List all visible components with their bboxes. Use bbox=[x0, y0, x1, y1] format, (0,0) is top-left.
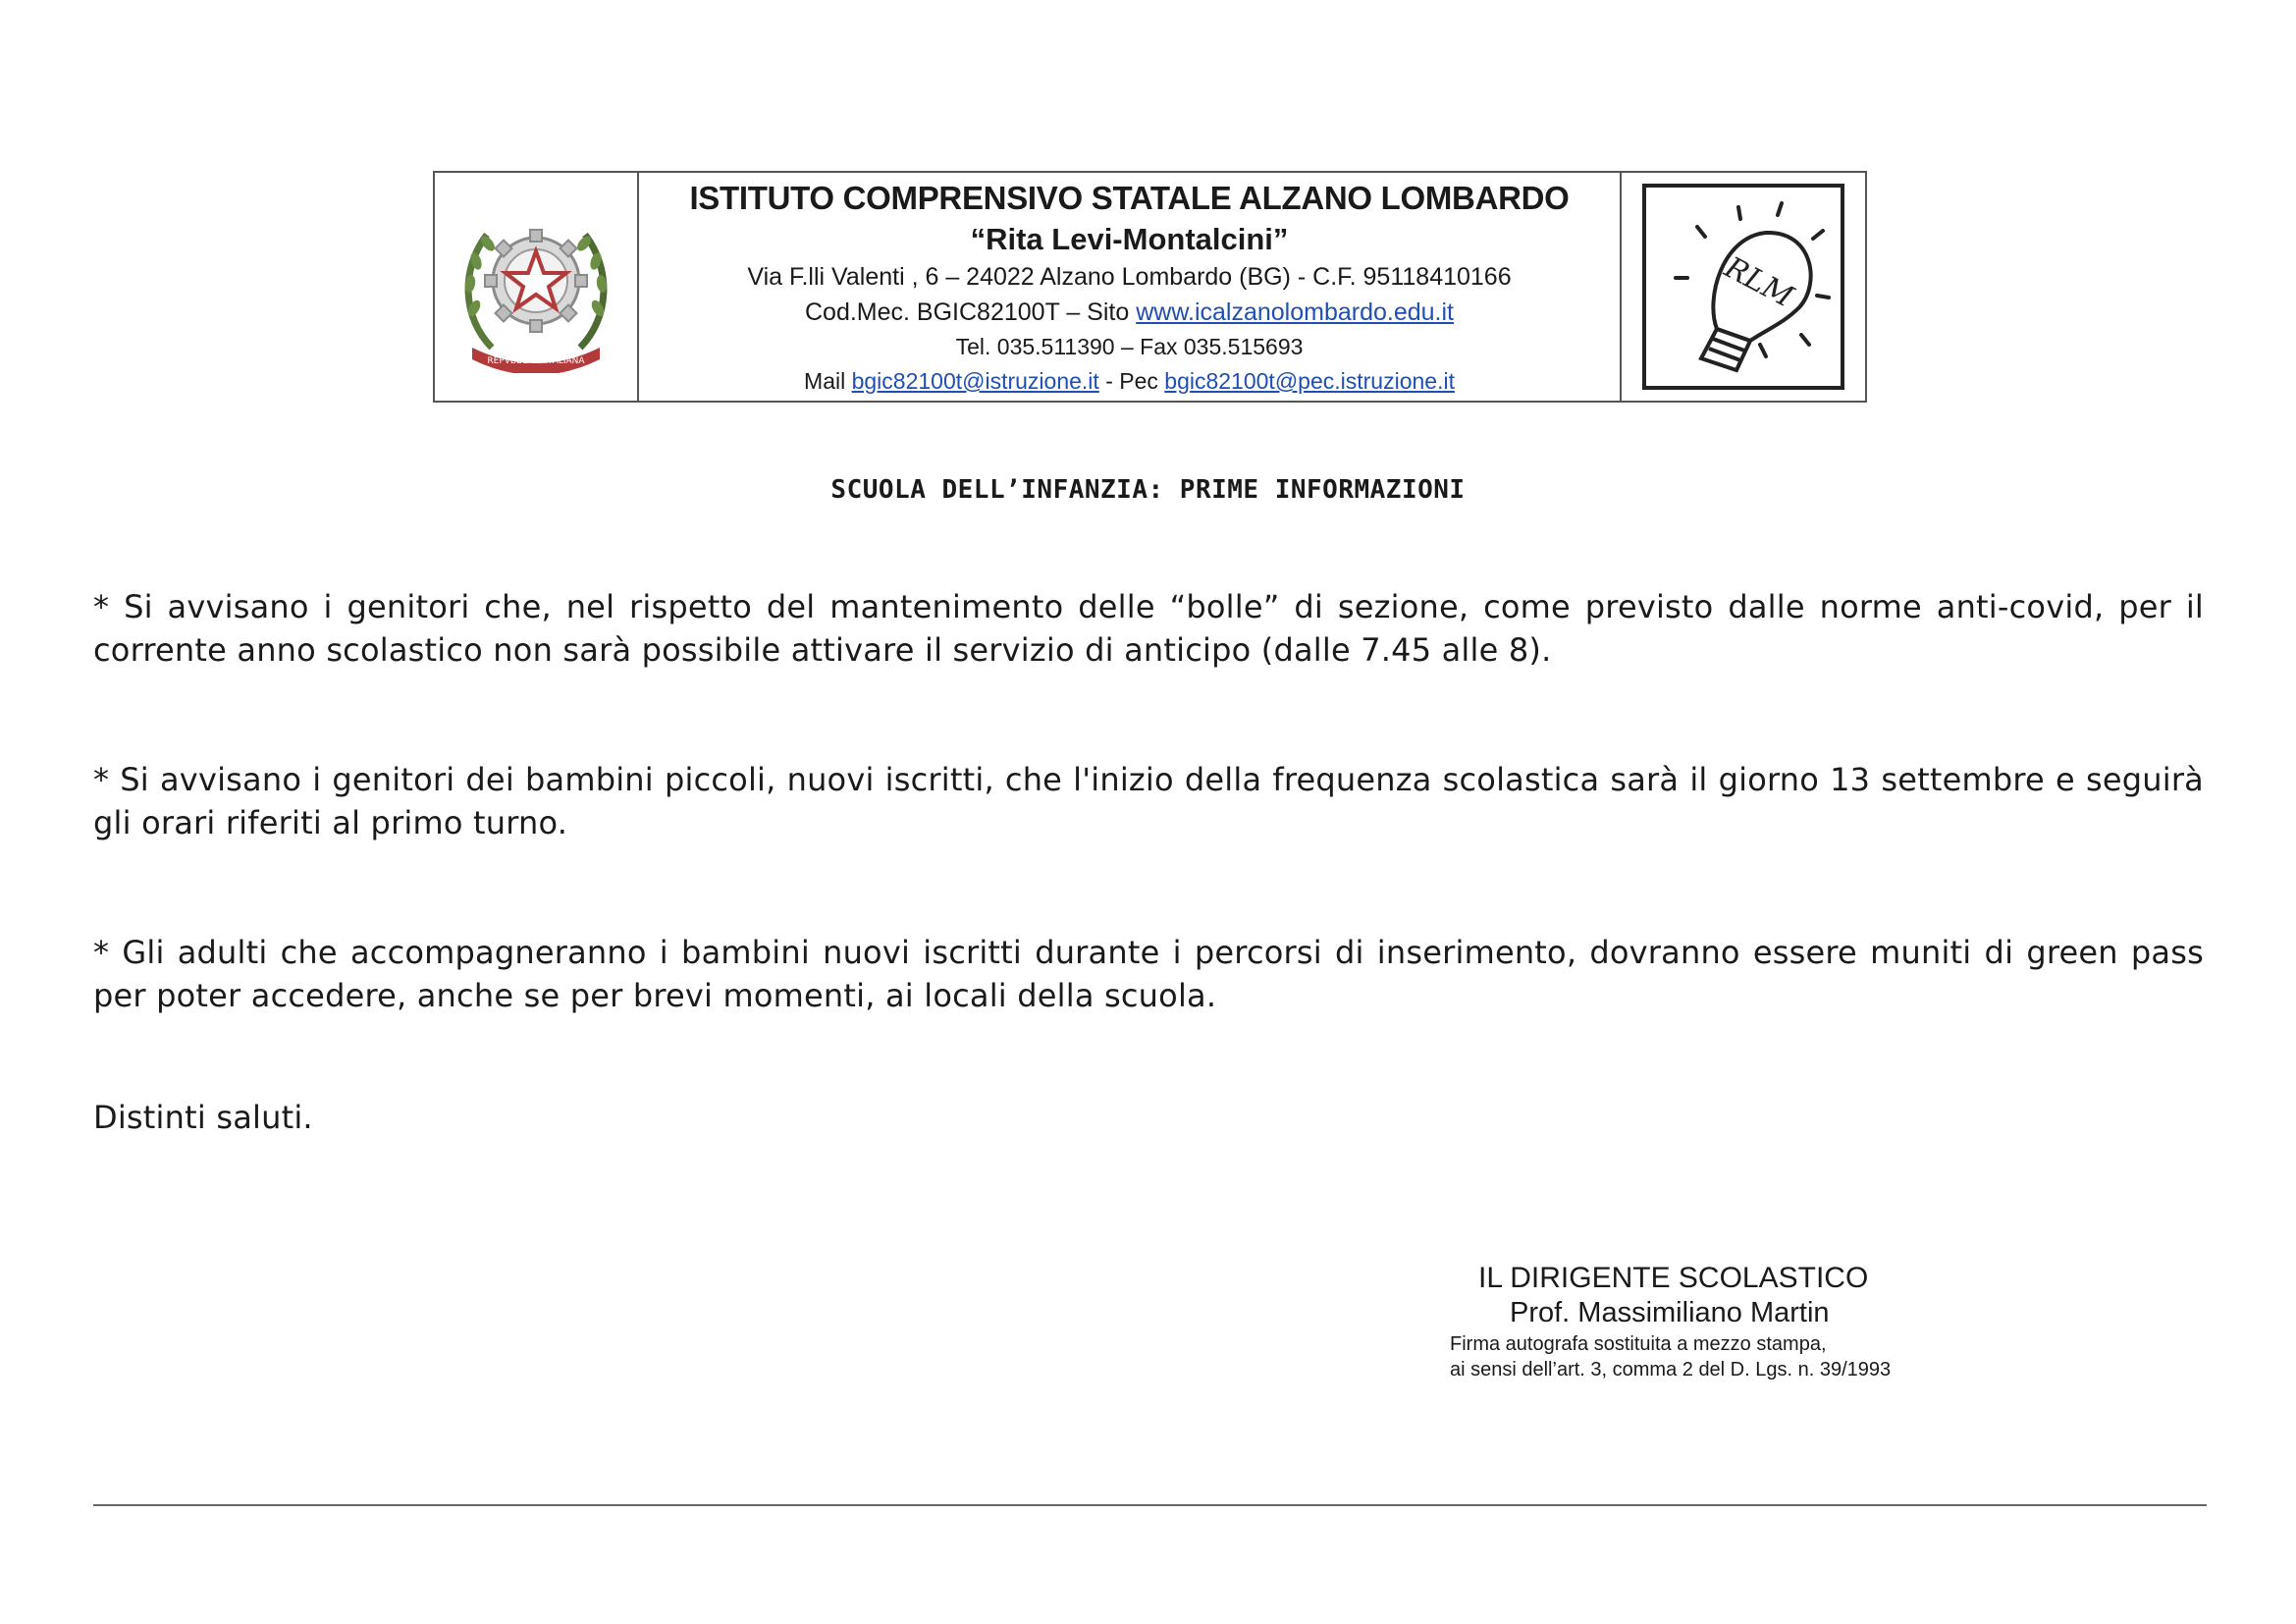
rlm-lightbulb-icon bbox=[1640, 182, 1846, 392]
emblem-cell bbox=[435, 173, 639, 401]
signature-name: Prof. Massimiliano Martin bbox=[1510, 1297, 1830, 1328]
footer-divider bbox=[93, 1504, 2207, 1506]
mail-line bbox=[639, 364, 1620, 399]
mail-link[interactable]: bgic82100t@istruzione.it bbox=[851, 368, 1099, 394]
letterhead-text bbox=[639, 173, 1622, 401]
logo-cell bbox=[1622, 173, 1865, 401]
pec-link[interactable]: bgic82100t@pec.istruzione.it bbox=[1164, 368, 1455, 394]
pec-label: - Pec bbox=[1098, 368, 1165, 394]
code-label: Cod.Mec. BGIC82100T – Sito bbox=[805, 298, 1137, 326]
document-title: SCUOLA DELL’INFANZIA: PRIME INFORMAZIONI bbox=[830, 475, 1466, 505]
letterhead bbox=[433, 171, 1867, 403]
institute-name: ISTITUTO COMPRENSIVO STATALE ALZANO LOMBARDO bbox=[689, 180, 1570, 216]
svg-text:REPVBBLICA ITALIANA: REPVBBLICA ITALIANA bbox=[487, 356, 585, 366]
signature-role: IL DIRIGENTE SCOLASTICO bbox=[1478, 1262, 1869, 1294]
website-link[interactable]: www.icalzanolombardo.edu.it bbox=[1136, 298, 1454, 326]
mail-label: Mail bbox=[804, 368, 852, 394]
phone-fax: Tel. 035.511390 – Fax 035.515693 bbox=[955, 334, 1304, 359]
closing-greeting: Distinti saluti. bbox=[93, 1099, 313, 1136]
italian-republic-emblem-icon bbox=[453, 200, 619, 373]
signature-note bbox=[1450, 1331, 1891, 1382]
paragraph-green-pass: * Gli adulti che accompagneranno i bambini nuovi iscritti durante i percorsi di inserimento, dovranno essere muniti di green pass per poter accedere, anche se per brevi momenti, ai locali della scuola. bbox=[93, 934, 2204, 1014]
svg-text:RLM: RLM bbox=[1719, 250, 1799, 315]
school-address: Via F.lli Valenti , 6 – 24022 Alzano Lombardo (BG) - C.F. 95118410166 bbox=[747, 263, 1512, 291]
paragraph-inizio-frequenza: * Si avvisano i genitori dei bambini piccoli, nuovi iscritti, che l'inizio della frequenza scolastica sarà il giorno 13 settembre e seguirà gli orari riferiti al primo turno. bbox=[93, 761, 2204, 841]
signature-note-line1: Firma autografa sostituita a mezzo stampa, bbox=[1450, 1333, 1827, 1355]
code-and-website bbox=[639, 295, 1620, 330]
paragraph-anticipo: * Si avvisano i genitori che, nel rispetto del mantenimento delle “bolle” di sezione, come previsto dalle norme anti-covid, per il corrente anno scolastico non sarà possibile attivare il servizio di anticipo (dalle 7.45 alle 8). bbox=[93, 588, 2204, 669]
signature-note-line2: ai sensi dell’art. 3, comma 2 del D. Lgs. n. 39/1993 bbox=[1450, 1359, 1892, 1380]
school-name: “Rita Levi-Montalcini” bbox=[970, 222, 1289, 256]
